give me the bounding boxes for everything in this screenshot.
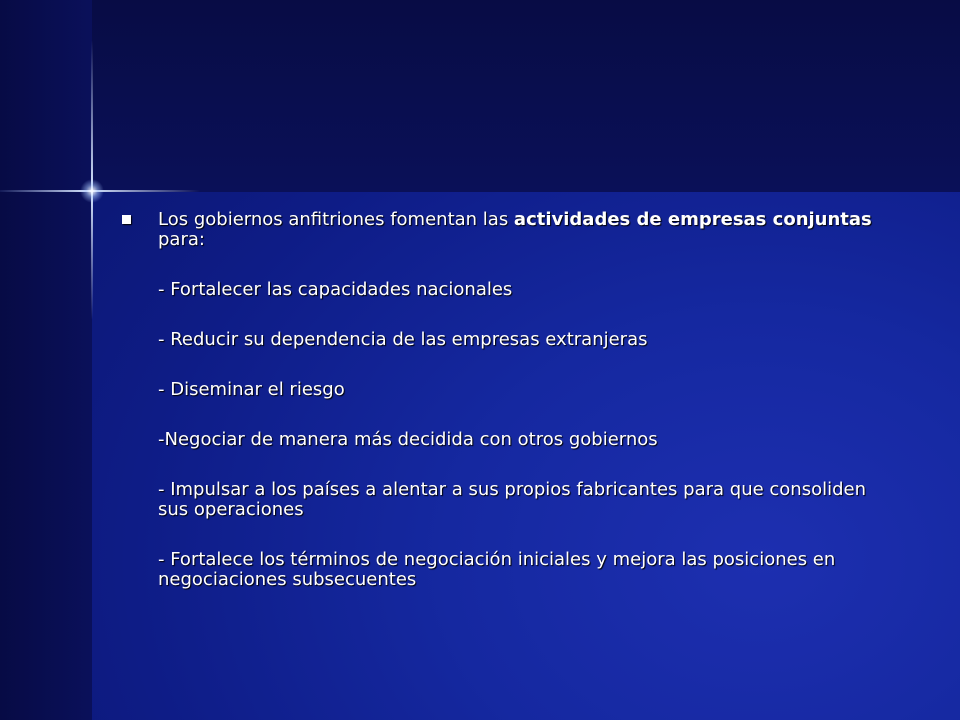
slide-content (118, 210, 878, 590)
light-flare-icon (80, 179, 104, 203)
sub-item-5: - Impulsar a los países a alentar a sus propios fabricantes para que consoliden sus operaciones (158, 479, 867, 520)
top-background-band (0, 0, 960, 192)
main-bullet-text-bold: actividades de empresas conjuntas (513, 209, 872, 230)
sub-item-1: - Fortalecer las capacidades nacionales (158, 279, 513, 300)
sub-item-6: - Fortalece los términos de negociación iniciales y mejora las posiciones en negociaciones subsecuentes (158, 549, 836, 590)
square-bullet-icon (122, 215, 131, 224)
sub-item-3: - Diseminar el riesgo (158, 379, 345, 400)
left-background-band (0, 0, 92, 720)
sub-item-2: - Reducir su dependencia de las empresas extranjeras (158, 329, 648, 350)
main-bullet-text-start: Los gobiernos anfitriones fomentan las (158, 209, 514, 230)
main-bullet-text-end: para: (158, 229, 205, 250)
sub-item-4: -Negociar de manera más decidida con otros gobiernos (158, 429, 658, 450)
main-bullet (118, 210, 878, 250)
